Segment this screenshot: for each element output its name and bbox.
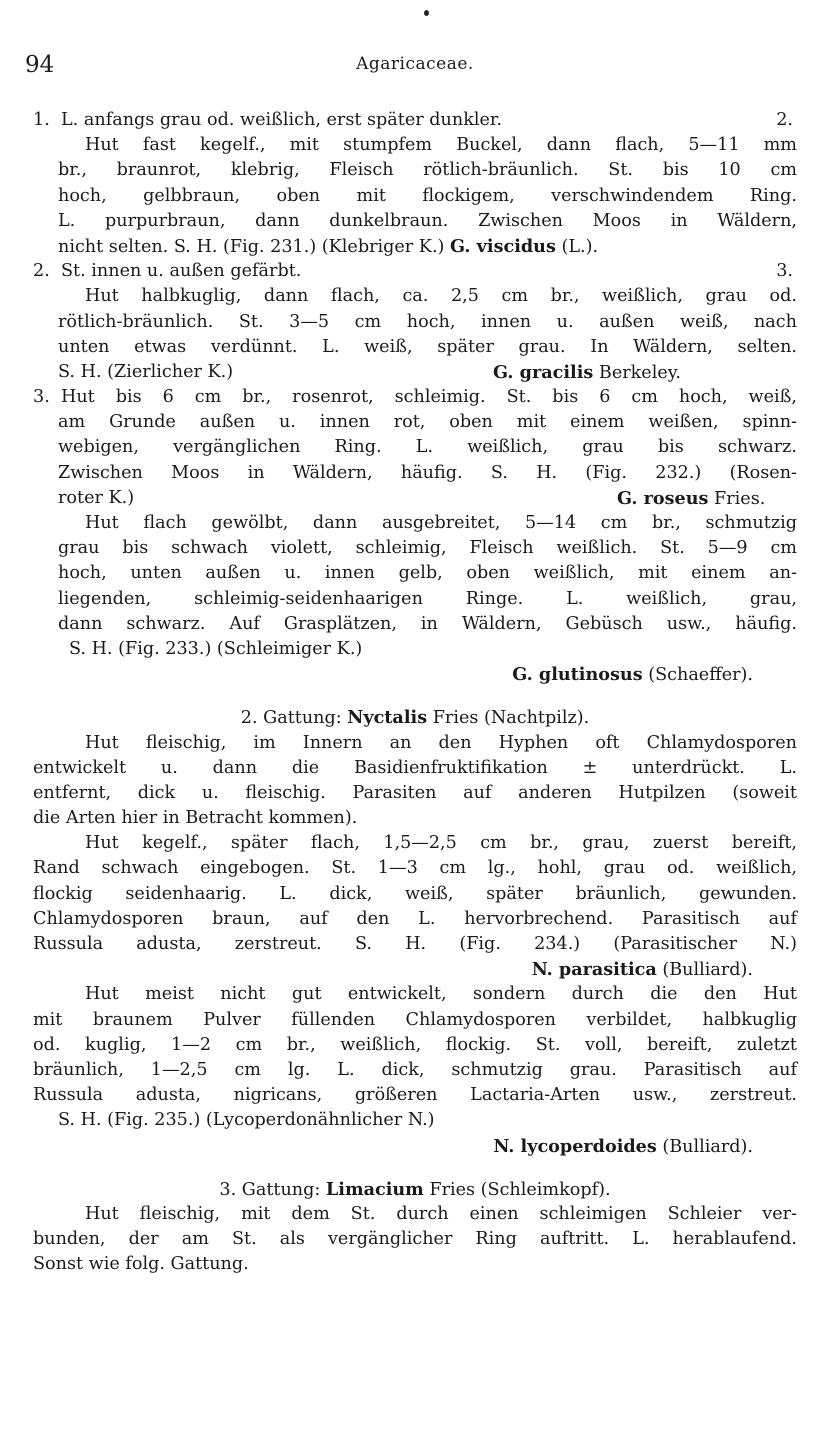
species-name: G. roseus (617, 487, 709, 509)
text-line: bräunlich, 1—2,5 cm lg. L. dick, schmutzig grau. Parasitisch auf (33, 1059, 797, 1080)
text-line: liegenden, schleimig-seidenhaarigen Ringe. L. weißlich, grau, (58, 588, 797, 609)
text-line: Chlamydosporen braun, auf den L. hervorbrechend. Parasitisch auf (33, 908, 797, 929)
species-author: (Bulliard). (662, 960, 753, 981)
text-line: flockig seidenhaarig. L. dick, weiß, später bräunlich, gewunden. (33, 883, 797, 904)
species-line (33, 662, 797, 687)
text-line: hoch, gelbbraun, oben mit flockigem, verschwindendem Ring. (58, 185, 797, 206)
text-line: Hut halbkuglig, dann flach, ca. 2,5 cm br., weißlich, grau od. (85, 286, 797, 307)
key-number: 3. (33, 387, 50, 408)
key-line (33, 259, 797, 284)
key-reference: 3. (776, 261, 793, 282)
text-line (33, 234, 797, 259)
text-line: Hut fast kegelf., mit stumpfem Buckel, dann flach, 5—11 mm (85, 135, 797, 156)
genus-suffix: Fries (Schleimkopf). (429, 1179, 611, 1200)
text-line: rötlich-bräunlich. St. 3—5 cm hoch, innen u. außen weiß, nach (58, 311, 797, 332)
species-line (33, 1134, 797, 1159)
text-fragment: nicht selten. S. H. (Fig. 231.) (Klebriger K.) (58, 236, 445, 257)
genus-heading (33, 1177, 797, 1202)
text-line: Hut fleischig, im Innern an den Hyphen oft Chlamydosporen (85, 732, 797, 753)
genus-name: Limacium (325, 1178, 424, 1200)
text-line: Zwischen Moos in Wäldern, häufig. S. H. (Fig. 232.) (Rosen- (58, 462, 797, 483)
text-line: entwickelt u. dann die Basidienfruktifikation ± unterdrückt. L. (33, 757, 797, 778)
text-line: am Grunde außen u. innen rot, oben mit einem weißen, spinn- (58, 412, 797, 433)
key-text: Hut bis 6 cm br., rosenrot, schleimig. St. bis 6 cm hoch, weiß, (61, 387, 797, 408)
text-line: Rand schwach eingebogen. St. 1—3 cm lg., hohl, grau od. weißlich, (33, 858, 797, 879)
species-author: Berkeley. (598, 362, 681, 383)
page-body (33, 108, 797, 1277)
genus-prefix: 2. Gattung: (240, 708, 342, 729)
key-number: 1. (33, 110, 50, 130)
key-text: St. innen u. außen gefärbt. (61, 261, 302, 282)
species-name: N. lycoperdoides (493, 1135, 657, 1157)
text-line: br., braunrot, klebrig, Fleisch rötlich-bräunlich. St. bis 10 cm (58, 160, 797, 181)
key-number: 2. (33, 261, 50, 282)
genus-heading (33, 705, 797, 730)
text-line: Hut meist nicht gut entwickelt, sondern durch die den Hut (85, 984, 797, 1005)
text-line: unten etwas verdünnt. L. weiß, später grau. In Wäldern, selten. (58, 336, 797, 357)
text-line: Russula adusta, nigricans, größeren Lactaria-Arten usw., zerstreut. (33, 1085, 797, 1106)
key-text: L. anfangs grau od. weißlich, erst später dunkler. (61, 110, 502, 130)
text-line: bunden, der am St. als vergänglicher Ring auftritt. L. herablaufend. (33, 1229, 797, 1250)
running-title: Agaricaceae. (356, 54, 474, 74)
text-line: dann schwarz. Auf Grasplätzen, in Wäldern, Gebüsch usw., häufig. (58, 613, 797, 634)
text-line: hoch, unten außen u. innen gelb, oben weißlich, mit einem an- (58, 563, 797, 584)
text-line: L. purpurbraun, dann dunkelbraun. Zwischen Moos in Wäldern, (58, 210, 797, 231)
species-name: N. parasitica (531, 959, 657, 981)
text-line: Sonst wie folg. Gattung. (33, 1254, 249, 1275)
page-number: 94 (25, 52, 55, 78)
page-header (0, 52, 830, 80)
key-line (33, 108, 797, 133)
text-line: Hut flach gewölbt, dann ausgebreitet, 5—14 cm br., schmutzig (85, 513, 797, 533)
key-line (33, 385, 797, 410)
genus-name: Nyctalis (347, 707, 428, 729)
text-line: S. H. (Fig. 233.) (Schleimiger K.) (69, 638, 363, 659)
species-author: (Bulliard). (662, 1136, 753, 1157)
text-line: Hut kegelf., später flach, 1,5—2,5 cm br., grau, zuerst bereift, (85, 833, 797, 854)
key-reference: 2. (776, 110, 793, 130)
genus-suffix: Fries (Nachtpilz). (432, 708, 590, 729)
text-fragment: roter K.) (58, 487, 135, 508)
text-line: webigen, vergänglichen Ring. L. weißlich, grau bis schwarz. (58, 437, 797, 458)
species-name: G. viscidus (450, 235, 556, 257)
species-line (33, 957, 797, 982)
text-line: die Arten hier in Betracht kommen). (33, 808, 358, 829)
text-line: od. kuglig, 1—2 cm br., weißlich, flockig. St. voll, bereift, zuletzt (33, 1034, 797, 1055)
text-line: grau bis schwach violett, schleimig, Fleisch weißlich. St. 5—9 cm (58, 538, 797, 559)
species-name: G. gracilis (493, 361, 594, 383)
text-line: mit braunem Pulver füllenden Chlamydosporen verbildet, halbkuglig (33, 1009, 797, 1030)
species-author: (L.). (561, 236, 599, 257)
text-fragment: S. H. (Zierlicher K.) (58, 361, 234, 382)
text-line: S. H. (Fig. 235.) (Lycoperdonähnlicher N.) (58, 1110, 435, 1131)
text-line: entfernt, dick u. fleischig. Parasiten auf anderen Hutpilzen (soweit (33, 782, 797, 803)
species-author: Fries. (714, 488, 766, 509)
text-line: Russula adusta, zerstreut. S. H. (Fig. 234.) (Parasitischer N.) (33, 934, 797, 954)
text-line: Hut fleischig, mit dem St. durch einen schleimigen Schleier ver- (85, 1203, 797, 1224)
species-name: G. glutinosus (512, 664, 643, 686)
ink-speck (424, 10, 429, 16)
text-line (33, 360, 797, 385)
genus-prefix: 3. Gattung: (219, 1179, 321, 1200)
species-author: (Schaeffer). (648, 665, 753, 686)
text-line (33, 486, 797, 511)
